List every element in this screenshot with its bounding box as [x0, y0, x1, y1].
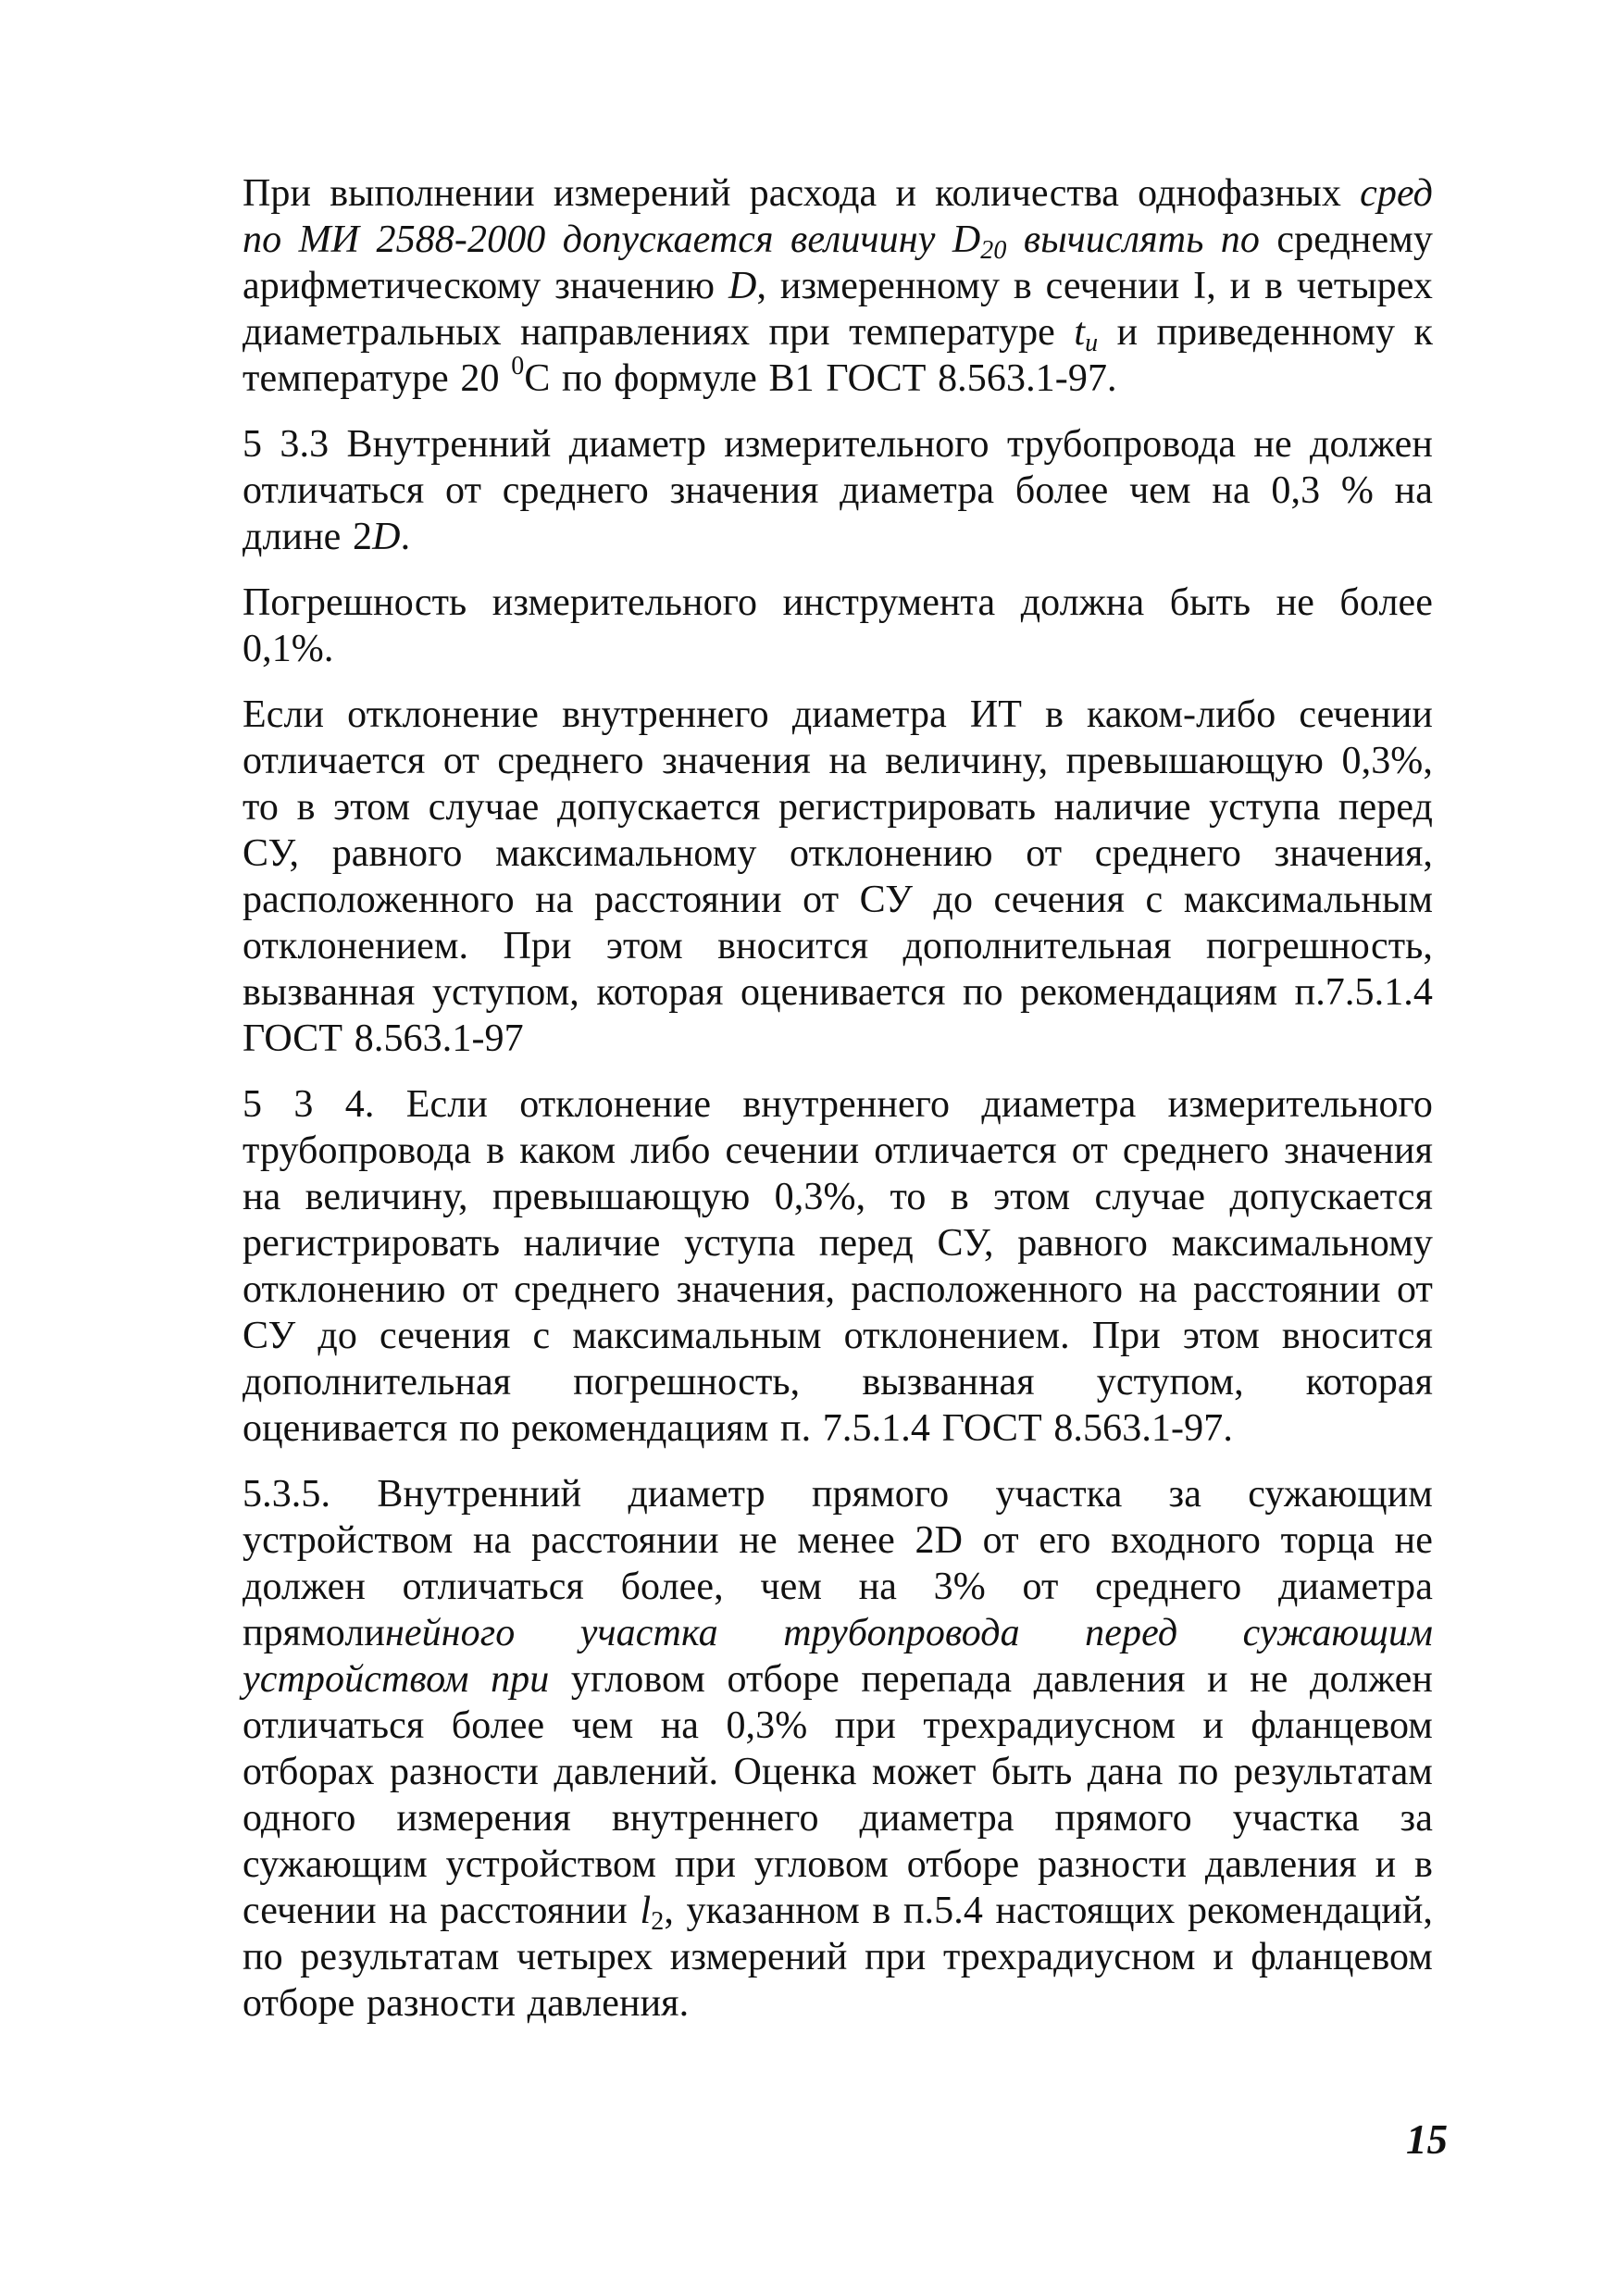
symbol-d: D — [728, 265, 757, 307]
symbol-t: t — [1074, 311, 1086, 354]
symbol-l: l — [640, 1890, 652, 1932]
superscript-degree: 0 — [511, 352, 525, 381]
paragraph-3: Погрешность измерительного инструмента должна быть не более 0,1%. — [243, 581, 1433, 670]
paragraph-6-text-a: 5.3.5. Внутренний диаметр прямого участка за сужающим устройством на расстоянии не менее 2D от его входного торца не должен отличаться более, чем на 3% от среднего диаметра прямоли — [243, 1473, 1433, 1654]
subscript-20: 20 — [980, 236, 1007, 265]
paragraph-6 — [243, 1471, 1433, 2027]
paragraph-1-text-a: При выполнении измерений расхода и количества однофазных — [243, 172, 1361, 215]
paragraph-1-italic-b: вычислять по — [1006, 218, 1261, 261]
paragraph-5: 5 3 4. Если отклонение внутреннего диаметра измерительного трубопровода в каком либо сечении отличается от среднего значения на величину, превышающую 0,3%, то в этом случае допускается регистрировать наличие уступа перед СУ, равного максимальному отклонению от среднего значения, расположенного на расстоянии от СУ до сечения с максимальным отклонением. При этом вносится дополнительная погрешность, вызванная уступом, которая оценивается по рекомендациям п. 7.5.1.4 ГОСТ 8.563.1-97. — [243, 1083, 1433, 1450]
main-text — [243, 170, 1433, 2027]
paragraph-2-text-a: 5 3.3 Внутренний диаметр измерительного трубопровода не должен отличаться от среднего значения диаметра более чем на 0,3 % на длине 2 — [243, 423, 1433, 558]
paragraph-1-text-d: и приведенному к температуре 20 — [243, 311, 1434, 400]
paragraph-6-text-b: угловом отборе перепада давления и не должен отличаться более чем на 0,3% при трехрадиусном и фланцевом отборах разности давлений. Оценка может быть дана по результатам одного измерения внутреннего диаметра прямого участка за сужающим устройством при угловом отборе разности давления и в сечении на расстоянии — [243, 1658, 1434, 1932]
paragraph-1-italic-a: сред по МИ 2588-2000 допускается величину — [243, 172, 1433, 261]
symbol-d: D — [952, 218, 981, 261]
paragraph-1-text-e: С по формуле В1 ГОСТ 8.563.1-97. — [524, 357, 1117, 400]
paragraph-1 — [243, 170, 1433, 402]
paragraph-2 — [243, 421, 1433, 560]
paragraph-1-text-b: среднему арифметическому значению — [243, 218, 1434, 307]
symbol-d: D — [372, 516, 401, 558]
subscript-2: 2 — [651, 1907, 665, 1936]
subscript-u: и — [1085, 329, 1099, 357]
paragraph-1-text-c: , измеренному в сечении I, и в четырех диаметральных направлениях при температуре — [243, 265, 1433, 354]
paragraph-4: Если отклонение внутреннего диаметра ИТ в каком-либо сечении отличается от среднего значения на величину, превышающую 0,3%, то в этом случае допускается регистрировать наличие уступа перед СУ, равного максимальному отклонению от среднего значения, расположенного на расстоянии от СУ до сечения с максимальным отклонением. При этом вносится дополнительная погрешность, вызванная уступом, которая оценивается по рекомендациям п.7.5.1.4 ГОСТ 8.563.1-97 — [243, 693, 1433, 1060]
paragraph-2-text-b: . — [400, 516, 411, 558]
paragraph-6-text-c: , указанном в п.5.4 настоящих рекомендаций, по результатам четырех измерений при трехрадиусном и фланцевом отборе разности давления. — [243, 1890, 1433, 2025]
paragraph-6-italic: нейного участка трубопровода перед сужающим устройством при — [243, 1612, 1433, 1701]
page-number: 15 — [1406, 2116, 1448, 2163]
